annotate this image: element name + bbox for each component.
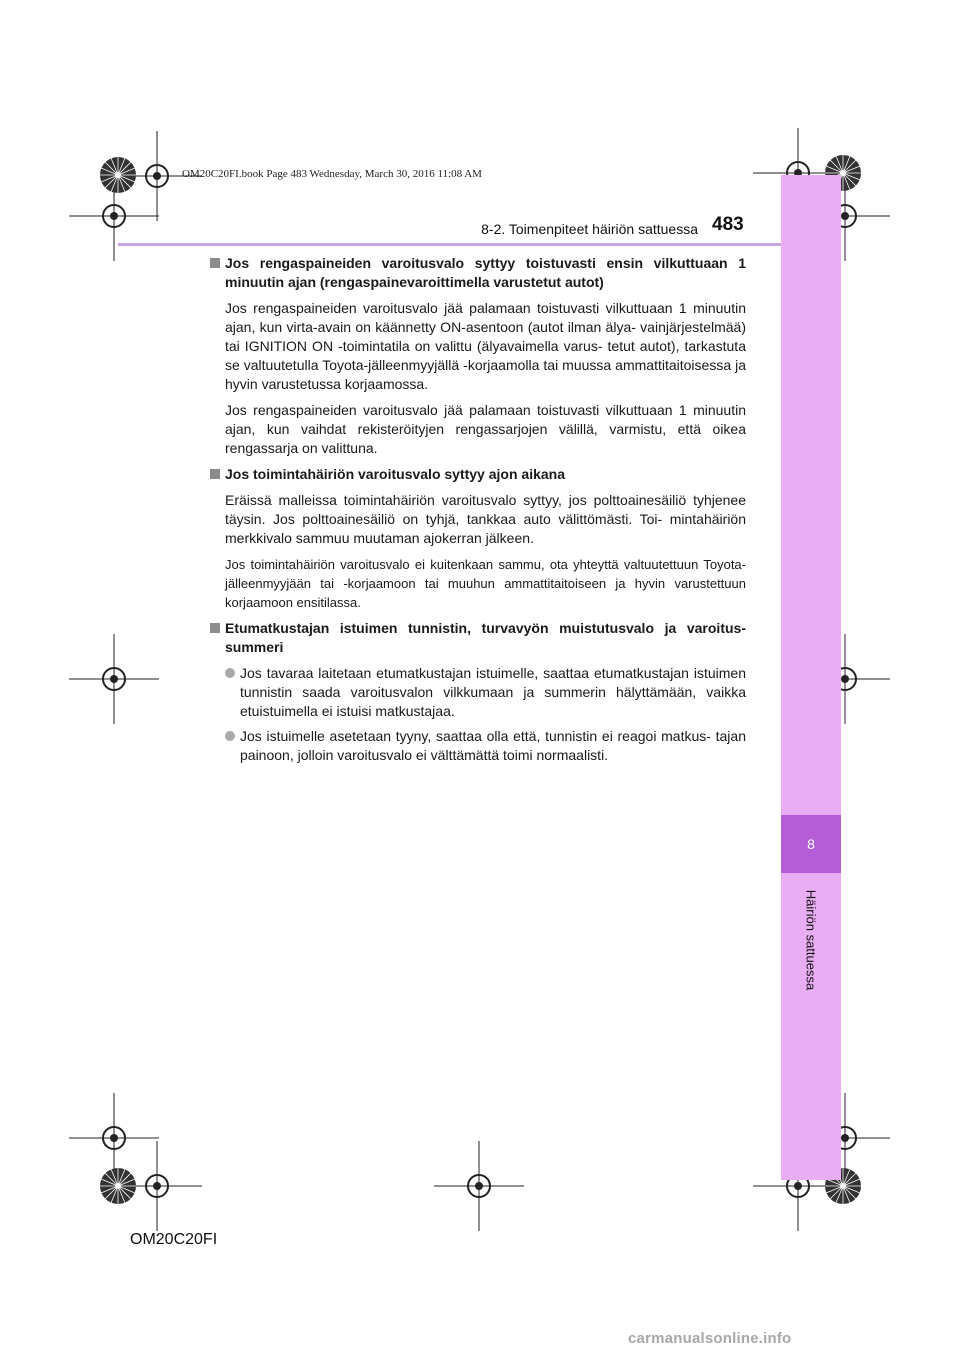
heading-square-icon [210,623,220,633]
chapter-side-label: Häiriön sattuessa [803,889,819,991]
body-paragraph: Jos rengaspaineiden varoitusvalo jää palamaan toistuvasti vilkuttuaan 1 minuutin ajan, kun vaihdat rekisteröityjen rengassarjojen välillä, varmistu, että oikea rengassarja on valittuna. [225,402,746,456]
bullet-text: Jos tavaraa laitetaan etumatkustajan istuimelle, saattaa etumatkustajan istuimen tunnistin saada varoitusvalon vilkkumaan ja summerin hälyttämään, vaikka etuistuimella ei istuisi matkustajaa. [240,665,746,719]
watermark: carmanualsonline.info [628,1330,792,1347]
book-print-info: OM20C20FI.book Page 483 Wednesday, March 30, 2016 11:08 AM [182,168,482,180]
page-number: 483 [712,214,744,235]
bullet-item [210,727,746,765]
bullet-dot-icon [225,668,235,678]
sunburst-wheel-icon [99,156,137,194]
heading-square-icon [210,469,220,479]
sunburst-wheel-icon [99,1167,137,1205]
section-heading [210,619,746,657]
chapter-side-tab [781,175,841,1180]
manual-code: OM20C20FI [130,1231,218,1248]
bullet-dot-icon [225,731,235,741]
section-heading [210,465,746,484]
section-heading-text: Jos rengaspaineiden varoitusvalo syttyy toistuvasti ensin vilkuttuaan 1 minuutin ajan (rengaspainevaroittimella varustetut autot) [225,255,746,290]
registration-mark-icon [69,634,159,724]
heading-square-icon [210,258,220,268]
bullet-item [210,664,746,721]
registration-mark-icon [434,1141,524,1231]
section-heading-text: Etumatkustajan istuimen tunnistin, turvavyön muistutusvalo ja varoitus- summeri [225,620,746,655]
page-content [210,254,746,771]
body-paragraph: Jos rengaspaineiden varoitusvalo jää palamaan toistuvasti vilkuttuaan 1 minuutin ajan, kun virta-avain on käännetty ON-asentoon (autot ilman älya- vainjärjestelmää) tai IGNITION ON -toimintatila on valittu (älyavaimella varus- tetut autot), tarkastuta se valtuutetulla Toyota-jälleenmyyjällä -korjaamolla tai muussa ammattitaitoisessa ja hyvin varustetussa korjaamossa. [225,300,746,392]
chapter-number: 8 [807,836,815,852]
body-paragraph: Eräissä malleissa toimintahäiriön varoitusvalo syttyy, jos polttoainesäiliö tyhjenee täysin. Jos polttoainesäiliö on tyhjä, tankkaa auto välittömästi. Toi- mintahäiriön merkkivalo sammuu muutaman ajokerran jälkeen. [225,492,746,546]
section-heading [210,254,746,292]
chapter-number-box [781,815,841,873]
section-title: 8-2. Toimenpiteet häiriön sattuessa [481,221,698,237]
header-rule [118,243,781,246]
body-paragraph: Jos toimintahäiriön varoitusvalo ei kuitenkaan sammu, ota yhteyttä valtuutettuun Toyota-jälleenmyyjään tai -korjaamoon tai muuhun ammattitaitoiseen ja hyvin varustettuun korjaamoon ensitilassa. [225,557,746,610]
section-heading-text: Jos toimintahäiriön varoitusvalo syttyy ajon aikana [225,466,565,482]
bullet-text: Jos istuimelle asetetaan tyyny, saattaa olla että, tunnistin ei reagoi matkus- tajan painoon, jolloin varoitusvalo ei välttämättä toimi normaalisti. [240,728,746,763]
